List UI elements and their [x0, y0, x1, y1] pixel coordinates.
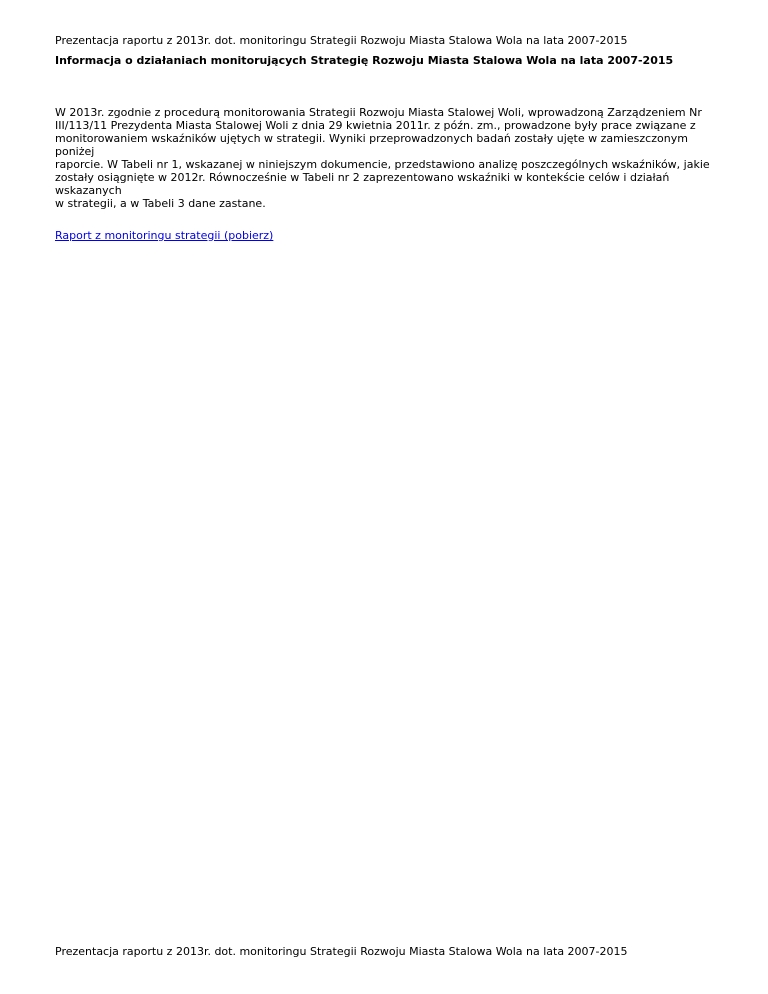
body-line: W 2013r. zgodnie z procedurą monitorowania Strategii Rozwoju Miasta Stalowej Woli, wprowadzoną Zarządzeniem Nr: [55, 106, 702, 119]
document-body: [55, 106, 715, 210]
download-report-link[interactable]: Raport z monitoringu strategii (pobierz): [55, 229, 274, 242]
body-line: raporcie. W Tabeli nr 1, wskazanej w niniejszym dokumencie, przedstawiono analizę poszczególnych wskaźników, jakie: [55, 158, 710, 171]
page-footer: Prezentacja raportu z 2013r. dot. monitoringu Strategii Rozwoju Miasta Stalowa Wola na lata 2007-2015: [55, 945, 628, 958]
document-title: Informacja o działaniach monitorujących Strategię Rozwoju Miasta Stalowa Wola na lata 2007-2015: [55, 54, 674, 67]
body-line: monitorowaniem wskaźników ujętych w strategii. Wyniki przeprowadzonych badań zostały ujęte w zamieszczonym poniżej: [55, 132, 688, 158]
body-line: w strategii, a w Tabeli 3 dane zastane.: [55, 197, 266, 210]
body-line: zostały osiągnięte w 2012r. Równocześnie w Tabeli nr 2 zaprezentowano wskaźniki w kontekście celów i działań wskazanych: [55, 171, 670, 197]
body-line: III/113/11 Prezydenta Miasta Stalowej Woli z dnia 29 kwietnia 2011r. z późn. zm., prowadzone były prace związane z: [55, 119, 696, 132]
page-header: Prezentacja raportu z 2013r. dot. monitoringu Strategii Rozwoju Miasta Stalowa Wola na lata 2007-2015: [55, 34, 628, 47]
